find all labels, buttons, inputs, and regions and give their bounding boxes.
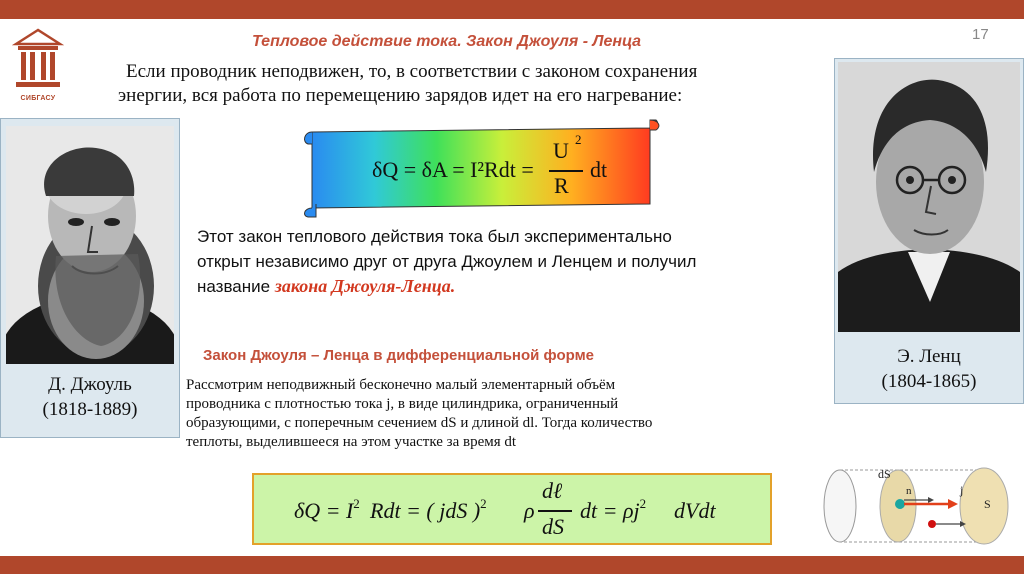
cylinder-element-diagram	[820, 462, 1010, 548]
page-number: 17	[972, 26, 989, 43]
discovery-line-2: открыт независимо друг от друга Джоулем и Ленцем и получил	[197, 252, 697, 271]
formula1-denominator: R	[554, 173, 569, 198]
formula1-tail: dt	[590, 157, 608, 182]
formula2-p2: Rdt = ( jdS )	[370, 498, 481, 523]
formula2-p4-sup: 2	[639, 496, 647, 511]
fraction-bar	[549, 170, 583, 172]
label-n: n	[906, 485, 912, 497]
joule-lenz-formula	[362, 132, 642, 205]
label-ds: dS	[878, 467, 891, 481]
formula1-numerator: U	[553, 138, 569, 163]
differential-subtitle: Закон Джоуля – Ленца в дифференциальной форме	[203, 347, 595, 364]
joule-caption	[0, 372, 180, 422]
formula2-frac-den: dS	[542, 514, 564, 539]
logo-text: СИБГАСУ	[20, 95, 56, 102]
formula2-p2-sup: 2	[480, 496, 487, 511]
differential-line-3: образующими, с поперечным сечением dS и длиной dl. Тогда количество	[186, 415, 653, 431]
formula2-rho: ρ	[524, 498, 535, 523]
lenz-caption	[834, 344, 1024, 394]
joule-name: Д. Джоуль	[48, 374, 132, 395]
slide-title: Тепловое действие тока. Закон Джоуля - Ленца	[252, 33, 642, 50]
formula2-fraction-bar	[538, 510, 572, 512]
discovery-paragraph	[197, 224, 817, 299]
top-bar	[0, 0, 1024, 19]
formula2-p4: dt = ρj	[580, 498, 640, 523]
intro-line-1: Если проводник неподвижен, то, в соответствии с законом сохранения	[126, 61, 698, 82]
differential-paragraph	[186, 376, 786, 452]
differential-formula	[294, 478, 754, 542]
intro-line-2: энергии, вся работа по перемещению зарядов идет на его нагревание:	[118, 85, 683, 106]
formula2-p1-sup: 2	[353, 496, 360, 511]
label-j: j	[960, 483, 964, 497]
discovery-line-3	[197, 274, 817, 299]
intro-paragraph	[118, 60, 833, 108]
bottom-bar	[0, 556, 1024, 574]
formula2-part-5: dVdt	[674, 498, 716, 523]
formula2-part-1	[294, 498, 360, 524]
building-icon	[12, 28, 64, 94]
differential-line-2: проводника с плотностью тока j, в виде цилиндрика, ограниченный	[186, 396, 619, 412]
joule-portrait	[6, 126, 174, 364]
lenz-years: (1804-1865)	[881, 371, 977, 392]
formula2-p1: δQ = I	[294, 498, 354, 523]
differential-line-4: теплоты, выделившееся на этом участке за время dt	[186, 434, 517, 450]
label-s: S	[984, 497, 991, 511]
discovery-line-3-prefix: название	[197, 277, 275, 296]
lenz-name: Э. Ленц	[897, 346, 961, 367]
lenz-portrait-image	[838, 62, 1020, 332]
formula1-main: δQ = δA = I²Rdt =	[372, 157, 534, 182]
differential-line-1: Рассмотрим неподвижный бесконечно малый элементарный объём	[186, 377, 616, 393]
university-logo	[12, 28, 64, 112]
discovery-line-1: Этот закон теплового действия тока был экспериментально	[197, 227, 672, 246]
joule-years: (1818-1889)	[42, 399, 138, 420]
lenz-portrait	[838, 62, 1020, 332]
formula1-exponent: 2	[575, 132, 582, 147]
formula2-part-2	[370, 498, 487, 524]
formula2-part-4	[580, 498, 646, 524]
law-name-highlight: закона Джоуля-Ленца.	[274, 276, 456, 296]
formula2-frac-num: dℓ	[542, 478, 563, 503]
joule-portrait-image	[6, 126, 174, 364]
